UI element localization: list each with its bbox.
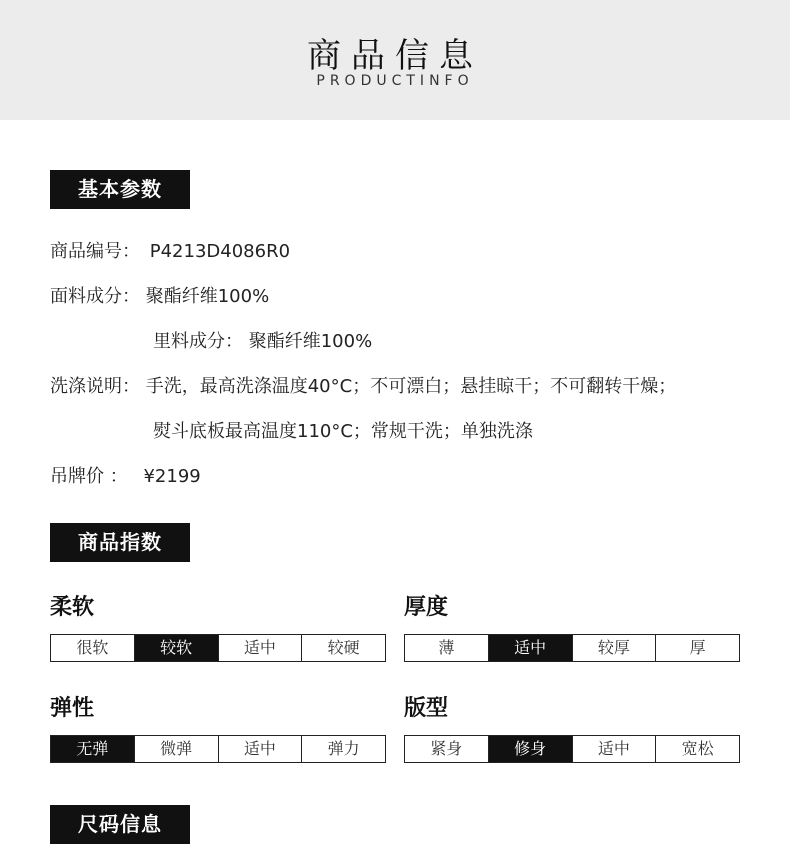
metric-option: 较软 [134,635,218,661]
param-fabric-label: 面料成分： [50,286,140,307]
param-code-label: 商品编号： [50,241,140,262]
param-price-row [50,462,201,488]
metric-fit-title: 版型 [404,696,449,721]
metric-option: 适中 [572,736,656,762]
param-code-value: P4213D4086R0 [149,241,291,262]
param-lining-value: 聚酯纤维100% [248,331,373,352]
param-fabric-row [50,282,269,308]
metric-option: 很软 [76,638,109,657]
metric-option: 薄 [438,638,455,657]
header-banner [0,0,790,120]
metric-option: 修身 [488,736,572,762]
param-code-row [50,237,290,263]
param-price-label: 吊牌价 ： [50,466,128,487]
param-price-value: ¥2199 [143,466,201,487]
section-basic-params: 基本参数 [50,170,190,209]
metric-elasticity-scale [50,735,386,763]
metric-option: 弹力 [301,736,385,762]
param-wash-row [50,372,676,398]
param-lining-row [153,327,372,353]
metric-option: 无弹 [51,736,134,762]
section-size-info: 尺码信息 [50,805,190,844]
page-title: 商品信息 [307,36,483,76]
param-wash-label: 洗涤说明： [50,376,140,397]
metric-elasticity-title: 弹性 [50,696,95,721]
metric-option: 适中 [488,635,572,661]
metric-option: 适中 [218,736,302,762]
metric-thickness-title: 厚度 [404,595,449,620]
metric-thickness-scale [404,634,740,662]
metric-option: 微弹 [134,736,218,762]
metric-option: 宽松 [655,736,739,762]
param-wash-line2: 熨斗底板最高温度110°C；常规干洗；单独洗涤 [153,421,533,442]
metric-option: 较厚 [572,635,656,661]
metric-option: 较硬 [301,635,385,661]
metric-softness-scale [50,634,386,662]
metric-option: 厚 [655,635,739,661]
metric-option: 适中 [218,635,302,661]
section-product-index: 商品指数 [50,523,190,562]
metric-option: 紧身 [430,739,463,758]
param-fabric-value: 聚酯纤维100% [145,286,270,307]
param-wash-line1: 手洗，最高洗涤温度40°C；不可漂白；悬挂晾干；不可翻转干燥； [145,376,677,397]
metric-softness-title: 柔软 [50,595,95,620]
metric-fit-scale [404,735,740,763]
page-subtitle: PRODUCTINFO [316,73,474,89]
param-lining-label: 里料成分： [153,331,243,352]
